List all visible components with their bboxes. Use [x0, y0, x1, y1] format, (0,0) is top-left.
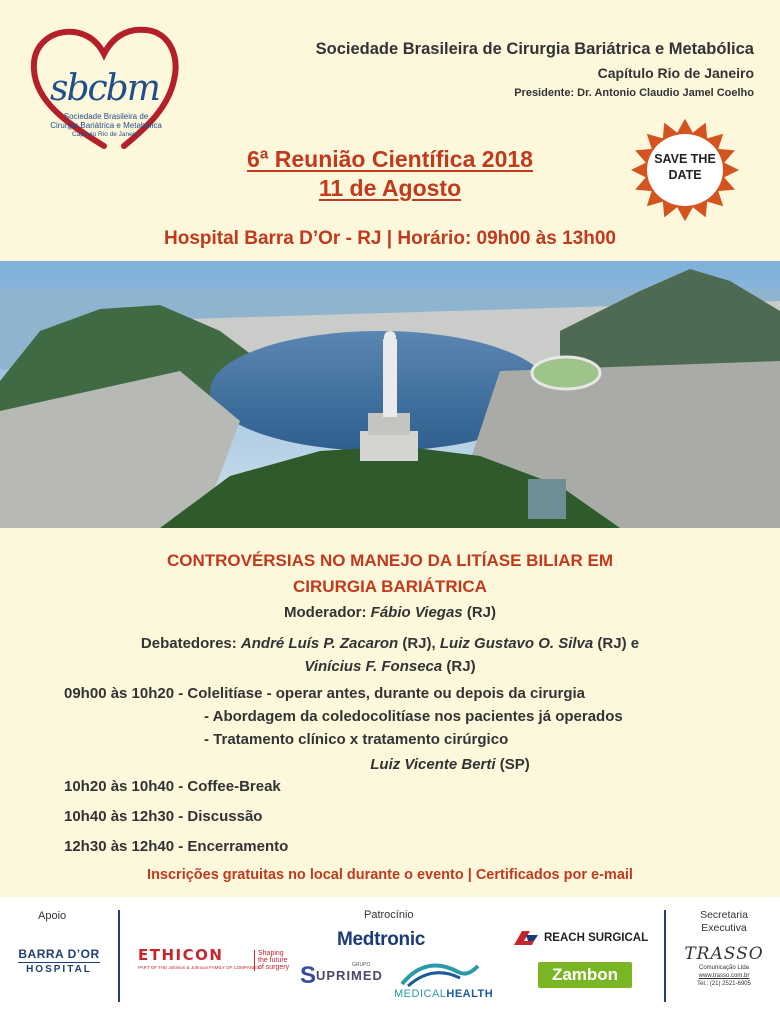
speaker-location: (SP) [499, 756, 530, 773]
speaker-line [0, 756, 780, 773]
moderator-line [0, 604, 780, 621]
zambon-logo: Zambon [538, 962, 632, 988]
save-the-date-badge [620, 115, 750, 225]
ethicon-tagline: Shaping the future of surgery [254, 950, 289, 971]
schedule-subitem: - Tratamento clínico x tratamento cirúrgico [204, 731, 509, 748]
debaters-label: Debatedores: [140, 635, 237, 652]
suprimed-group-label: GRUPO [352, 962, 371, 968]
program-title: CONTROVÉRSIAS NO MANEJO DA LITÍASE BILIAR EM CIRURGIA BARIÁTRICA [166, 551, 614, 596]
debater-name: Vinícius F. Fonseca [304, 658, 443, 675]
suprimed-s-icon: S [300, 962, 317, 989]
reach-surgical-logo: REACH SURGICAL [544, 932, 649, 944]
secretariat-label: Secretaria Executiva [700, 909, 748, 934]
logo-mark: sbcbm [50, 68, 159, 109]
trasso-contact: Comunicação Ltda www.trasso.com.br Tel.: (21) 2521-6905 [697, 965, 751, 987]
divider [664, 910, 666, 1002]
badge-line1: SAVE THE [654, 152, 716, 166]
debater-name: Luiz Gustavo O. Silva [439, 635, 594, 652]
moderator-name: Fábio Viegas [370, 604, 463, 621]
badge-line2: DATE [668, 168, 702, 182]
org-name: Sociedade Brasileira de Cirurgia Bariátrica e Metabólica [315, 40, 754, 58]
schedule-item: 12h30 às 12h40 - Encerramento [64, 838, 289, 855]
event-title: 6ª Reunião Científica 2018 [247, 146, 533, 172]
schedule-item: 10h20 às 10h40 - Coffee-Break [64, 778, 281, 795]
support-label: Apoio [38, 910, 67, 922]
speaker-name: Luiz Vicente Berti [370, 756, 496, 773]
ethicon-logo: ETHICON [138, 946, 224, 964]
medtronic-logo: Medtronic [337, 929, 426, 950]
debater-name: André Luís P. Zacaron [240, 635, 399, 652]
schedule-item: 09h00 às 10h20 - Colelitíase - operar antes, durante ou depois da cirurgia [64, 685, 586, 702]
org-chapter: Capítulo Rio de Janeiro [597, 65, 754, 81]
logo-caption: Sociedade Brasileira de Cirurgia Bariátrica e Metabólica Capítulo Rio de Janeiro [50, 112, 162, 138]
schedule-item: 10h40 às 12h30 - Discussão [64, 808, 263, 825]
organization-header [316, 40, 754, 99]
society-logo [28, 24, 180, 154]
moderator-location: (RJ) [466, 604, 496, 621]
rio-landscape-photo [0, 261, 780, 528]
sponsorship-label: Patrocínio [364, 909, 414, 921]
event-date: 11 de Agosto [318, 175, 462, 201]
debaters-line: Debatedores: André Luís P. Zacaron (RJ), Luiz Gustavo O. Silva (RJ) e Vinícius F. Fonseca (RJ) [140, 635, 640, 675]
suprimed-logo: UPRIMED [316, 968, 383, 983]
medical-health-logo: MEDICALHEALTH [394, 988, 494, 1000]
moderator-label: Moderador: [284, 604, 367, 621]
divider [118, 910, 120, 1002]
event-venue: Hospital Barra D’Or - RJ | Horário: 09h00 às 13h00 [164, 228, 616, 249]
barra-dor-logo: BARRA D’OR HOSPITAL [18, 947, 100, 975]
ethicon-subtitle: PART OF THE Johnson & Johnson FAMILY OF COMPANIES [138, 965, 261, 970]
registration-note: Inscrições gratuitas no local durante o evento | Certificados por e-mail [147, 867, 633, 883]
trasso-logo: TRASSO [684, 944, 764, 964]
schedule-subitem: - Abordagem da coledocolitíase nos pacientes já operados [204, 708, 623, 725]
org-president: Presidente: Dr. Antonio Claudio Jamel Coelho [514, 87, 754, 99]
wave-icon [400, 958, 480, 988]
reach-surgical-icon [512, 929, 540, 947]
